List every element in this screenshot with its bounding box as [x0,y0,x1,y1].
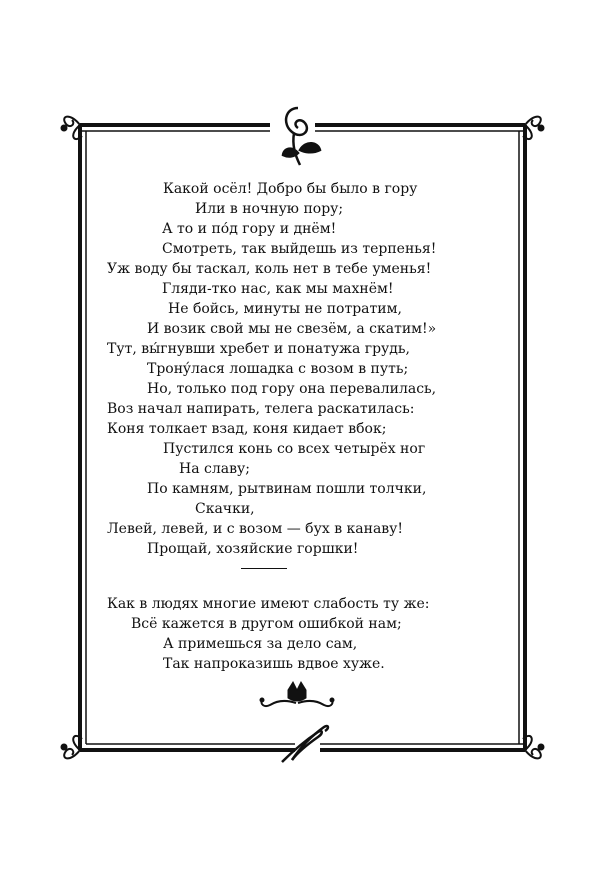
poem-line: А то и по́д гору и днём! [162,221,337,237]
poem-line: Гляди-тко нас, как мы махнём! [162,281,394,297]
poem-line: Воз начал напирать, телега раскатилась: [107,401,415,417]
poem-line: Прощай, хозяйские горшки! [147,541,359,557]
poem-line: И возик свой мы не свезём, а скатим!» [147,321,437,337]
poem-line: Тут, вы́гнувши хребет и понатужа грудь, [107,341,410,357]
top-scroll-ornament [283,108,320,165]
poem-line: Не бойсь, минуты не потратим, [168,301,402,317]
moral-line: Так напроказишь вдвое хуже. [163,656,385,672]
poem-line: Скачки, [195,501,255,517]
moral-line: Как в людях многие имеют слабость ту же: [107,596,430,612]
poem-line: Какой осёл! Добро бы было в гору [163,181,418,197]
moral-line: А примешься за дело сам, [163,636,358,652]
poem-line: Коня толкает взад, коня кидает вбок; [107,421,387,437]
poem-line: Уж воду бы таскал, коль нет в тебе уменья! [107,261,432,277]
poem-line: Смотреть, так выйдешь из терпенья! [162,241,437,257]
moral-line: Всё кажется в другом ошибкой нам; [131,616,402,632]
poem-line: Но, только под гору она перевалилась, [147,381,437,397]
poem-line: Левей, левей, и с возом — бух в канаву! [107,521,404,537]
section-divider [241,568,287,569]
poem-line: Пустился конь со всех четырёх ног [163,441,426,457]
poem-line: Или в ночную пору; [195,201,344,217]
poem-line: Тронýлася лошадка с возом в путь; [147,361,409,377]
poem-line: По камням, рытвинам пошли толчки, [147,481,427,497]
poem-line: На славу; [179,461,250,477]
bottom-tulip-ornament [260,682,334,706]
